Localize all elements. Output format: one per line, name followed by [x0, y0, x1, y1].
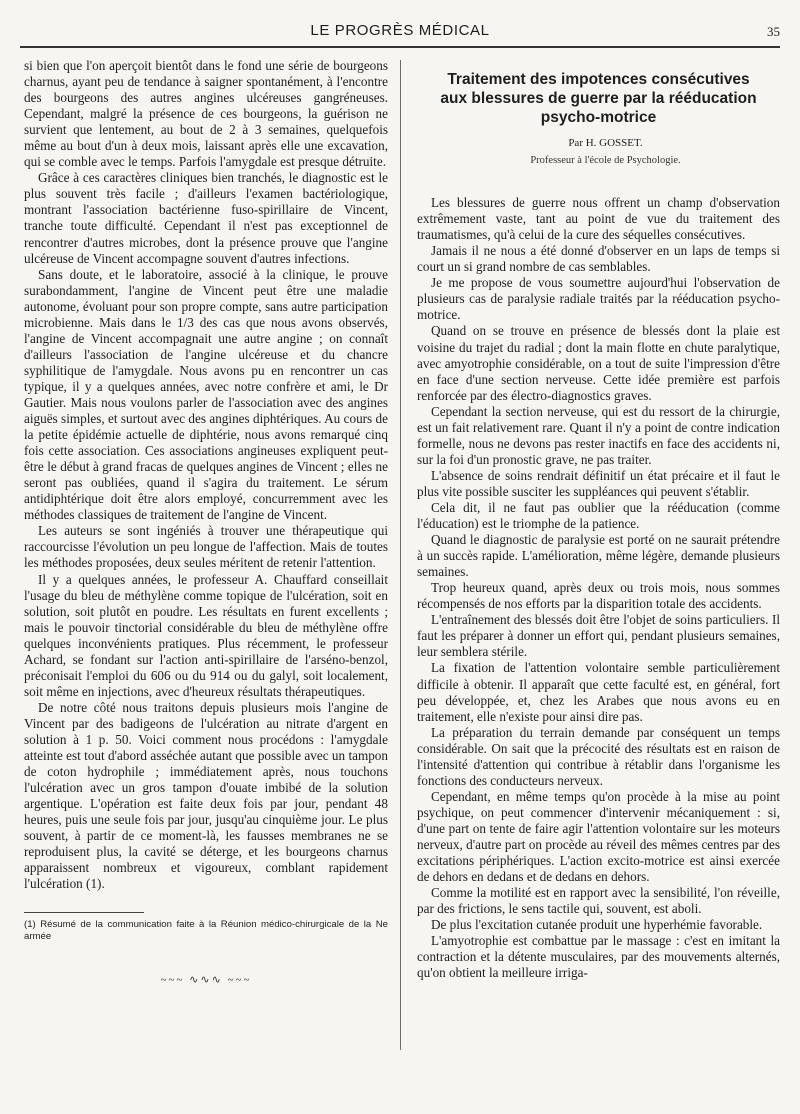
paragraph: L'absence de soins rendrait définitif un état précaire et il faut le plus vite possible susciter les suppléances qui peuvent s'établir.: [417, 467, 780, 499]
paragraph: Comme la motilité est en rapport avec la sensibilité, l'on réveille, par des frictions, le sens tactile qui, souvent, est aboli.: [417, 885, 780, 917]
page-number: 35: [767, 24, 780, 39]
footnote: (1) Résumé de la communication faite à la Réunion médico-chirurgicale de la Ne armée: [24, 919, 388, 942]
paragraph: si bien que l'on aperçoit bientôt dans le fond une série de bourgeons charnus, ayant peu de tendance à saigner spontanément, à l'encontre des bourgeons des autres angines ulcéreuses gangréneuses. Cependant, malgré la présence de ces bourgeons, la guérison ne survient que lentement, au bout de 2 à 3 semaines, quelquefois même au bout d'un à deux mois, laissant après elle une excavation, qui se comble avec le temps. Parfois l'amygdale est presque détruite.: [24, 58, 388, 170]
column-divider: [400, 60, 401, 1050]
footnote-rule: [24, 912, 144, 913]
paragraph: L'amyotrophie est combattue par le massage : c'est en imitant la contraction et la détente musculaires, par des mouvements alternés, qu'on obtient la meilleure irriga-: [417, 933, 780, 981]
author-byline: Par H. GOSSET.: [568, 137, 643, 149]
title-line: psycho-motrice: [540, 109, 657, 126]
paragraph: L'entraînement des blessés doit être l'objet de soins particuliers. Il faut les préparer à donner un effort qui, pendant plusieurs semaines, leur semblera stérile.: [417, 612, 780, 660]
author-affiliation: Professeur à l'école de Psychologie.: [530, 155, 681, 167]
left-column: [24, 58, 388, 988]
paragraph: De plus l'excitation cutanée produit une hyperhémie favorable.: [431, 917, 763, 933]
paragraph: Il y a quelques années, le professeur A. Chauffard conseillait l'usage du bleu de méthylène comme topique de l'ulcération, soit en solution, soit plutôt en poudre. Les résultats en furent excellents ; mais le pouvoir tinctorial considérable du bleu de méthylène offre quelques inconvénients pratiques. Plus récemment, le professeur Achard, se fondant sur l'action anti-spirillaire de l'arséno-benzol, préconisait l'emploi du 606 ou du 914 ou du galyl, soit localement, soit même en injections, avec d'heureux résultats thérapeutiques.: [24, 571, 388, 699]
paragraph: Cependant, en même temps qu'on procède à la mise au point psychique, on peut commencer d'intervenir mécaniquement : si, d'une part on tente de faire agir l'attention volontaire sur les moteurs nerveux, d'autre part on procède au réveil des mêmes centres par des excitations périphériques. L'action excito-motrice est ainsi exercée de dehors en dedans et de dedans en dehors.: [417, 788, 780, 885]
paragraph: Les auteurs se sont ingéniés à trouver une thérapeutique qui raccourcisse l'évolution un peu longue de l'affection. Mais de toutes les méthodes proposées, deux seules méritent de retenir l'attention.: [24, 523, 388, 571]
paragraph: Quand le diagnostic de paralysie est porté on ne saurait prétendre à un succès rapide. L'amélioration, même légère, demande plusieurs semaines.: [417, 532, 780, 580]
article-title: [417, 70, 780, 127]
paragraph: La fixation de l'attention volontaire semble particulièrement difficile à obtenir. Il apparaît que cette faculté est, en général, fort peu développée, et, chez les Arabes que nous avons eu en traitement, elle n'existe pour ainsi dire pas.: [417, 660, 780, 724]
paragraph: Quand on se trouve en présence de blessés dont la plaie est voisine du trajet du radial ; dont la main flotte en chute paralytique, avec amyotrophie considérable, on a tout de suite l'impression d'être en face d'une section nerveuse. Cette idée première est parfois renforcée par des électro-diagnostics graves.: [417, 323, 780, 403]
journal-title: LE PROGRÈS MÉDICAL: [310, 22, 490, 39]
header-rule: [20, 46, 780, 48]
paragraph: Jamais il ne nous a été donné d'observer en un laps de temps si court un si grand nombre de cas semblables.: [417, 243, 780, 275]
paragraph: Les blessures de guerre nous offrent un champ d'observation extrêmement vaste, tant au point de vue du traitement des traumatismes, qu'à celui de la cure des séquelles consécutives.: [417, 195, 780, 243]
paragraph: Grâce à ces caractères cliniques bien tranchés, le diagnostic est le plus souvent très facile ; d'ailleurs l'examen bactériologique, montrant l'association bactérienne fuso-spirillaire de Vincent, tranche toute difficulté. Cependant il n'est pas exceptionnel de rencontrer d'autres microbes, dont la présence prouve que l'angine ulcéreuse de Vincent accompagne souvent d'autres infections.: [24, 170, 388, 266]
title-line: Traitement des impotences consécutives: [447, 71, 750, 88]
running-head: [20, 14, 780, 44]
paragraph: Je me propose de vous soumettre aujourd'hui l'observation de plusieurs cas de paralysie radiale traités par la rééducation psycho-motrice.: [417, 275, 780, 323]
title-line: aux blessures de guerre par la rééducation: [440, 90, 757, 107]
right-column: [417, 70, 780, 981]
paragraph: La préparation du terrain demande par conséquent un temps considérable. On sait que la précocité des résultats est en raison de l'intensité d'attention qui contribue à rétablir dans l'organisme les fonctions des conducteurs nerveux.: [417, 724, 780, 788]
ornament-divider: ~~~ ∿∿∿ ~~~: [160, 974, 252, 987]
paragraph: Sans doute, et le laboratoire, associé à la clinique, le prouve surabondamment, l'angine de Vincent peut être une maladie autonome, évoluant pour son propre compte, sans autre participation microbienne. Mais dans le 1/3 des cas que nous avons observés, l'angine de Vincent accompagnait une autre angine ; on connaît d'ailleurs l'association de l'angine ulcéreuse et du chancre syphilitique de l'amygdale. Nous avons pu en rencontrer un cas typique, il y a quelques années, avec notre confrère et ami, le Dr Gautier. Mais nous voulons parler de l'association avec des angines aiguës simples, et surtout avec des angines diphtériques. Au cours de la petite épidémie actuelle de diphtérie, nous avons remarqué cinq fois cette association. Ces associations angineuses expliquent peut-être le début à grand fracas de quelques angines de Vincent ; elles ne seront pas oubliées, quand il s'agira du traitement. Le sérum antidiphtérique doit être alors employé, concurremment avec les méthodes classiques de traitement de l'angine de Vincent.: [24, 266, 388, 523]
paragraph: Cela dit, il ne faut pas oublier que la rééducation (comme l'éducation) est le triomphe de la patience.: [417, 499, 780, 532]
paragraph: De notre côté nous traitons depuis plusieurs mois l'angine de Vincent par des badigeons de l'ulcération au nitrate d'argent en solution à 1 p. 50. Voici comment nous procédons : l'amygdale atteinte est tout d'abord asséchée autant que possible avec un tampon de coton hydrophile ; immédiatement après, nous touchons l'ulcération avec un gros tampon d'ouate imbibé de la solution argentique. L'opération est faite deux fois par jour, pendant 48 heures, puis une seule fois par jour, jusqu'au cinquième jour. Le plus souvent, à partir de ce moment-là, les fausses membranes ne se reproduisent plus, la cavité se déterge, et les bourgeons charnus apparaissent nombreux et vigoureux, comblant rapidement l'ulcération (1).: [24, 699, 388, 892]
paragraph: Trop heureux quand, après deux ou trois mois, nous sommes récompensés de nos efforts par la disparition totale des accidents.: [417, 580, 780, 612]
paragraph: Cependant la section nerveuse, qui est du ressort de la chirurgie, est un fait relativement rare. Quant il n'y a point de contre indication formelle, nous ne devons pas rester inactifs en face des accidents ni, sur la foi d'un pronostic grave, ne pas traiter.: [417, 403, 780, 467]
